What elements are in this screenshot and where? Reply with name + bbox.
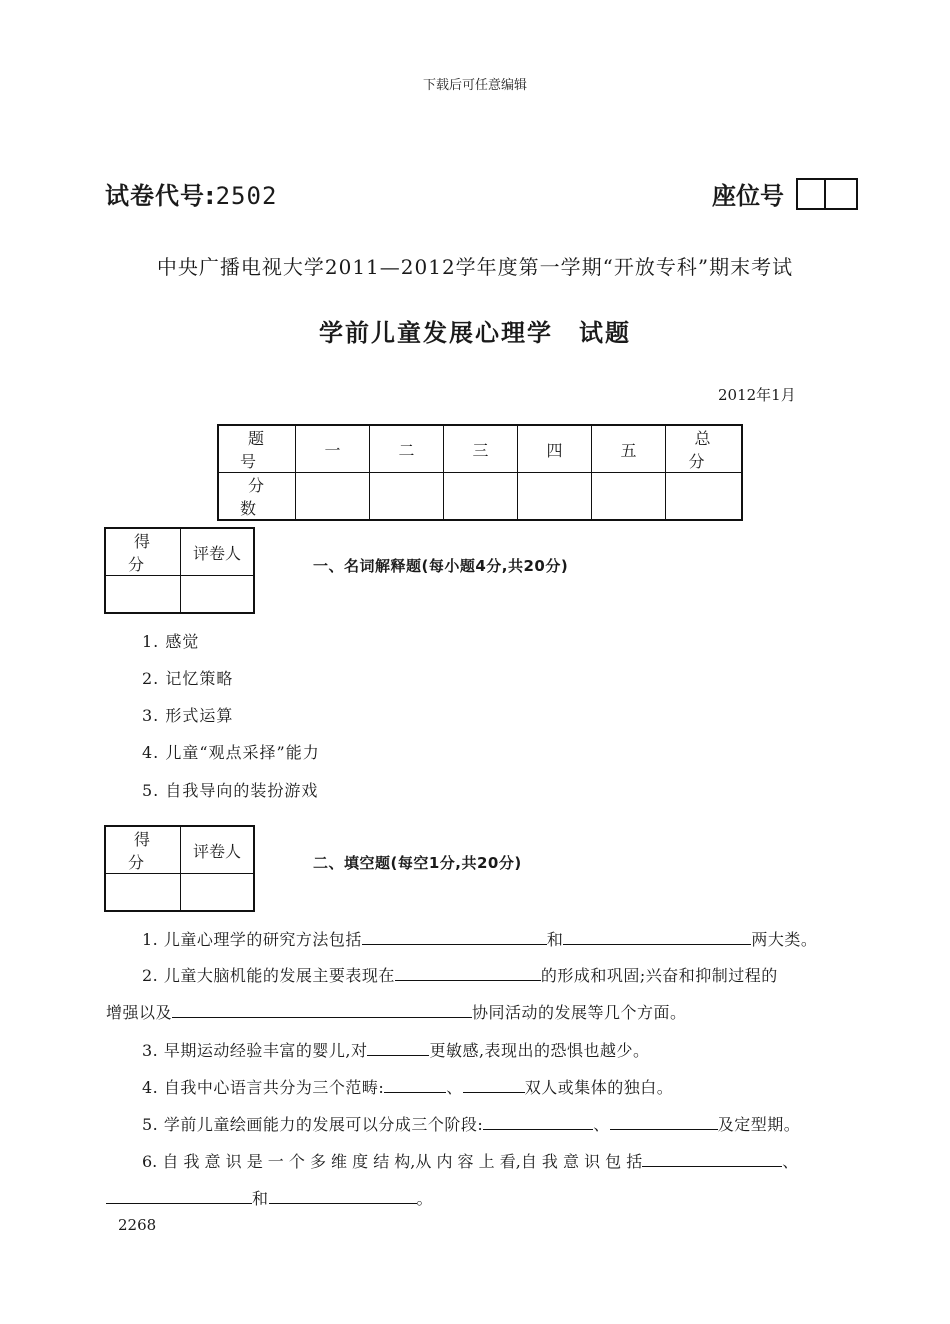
question-text: 和 <box>252 1189 269 1208</box>
page-number: 2268 <box>118 1216 157 1234</box>
question-6-continued <box>106 1186 433 1209</box>
question-text: 和 <box>546 930 564 949</box>
paper-code-value: 2502 <box>215 182 278 210</box>
question-number-header: 题 号 <box>218 425 296 473</box>
grader-score-cell[interactable] <box>105 874 181 912</box>
grader-name-cell[interactable] <box>181 576 255 614</box>
grader-box <box>104 527 255 614</box>
question-text: 协同活动的发展等几个方面。 <box>472 1003 687 1022</box>
section-heading: 一、名词解释题(每小题4分,共20分) <box>313 557 569 575</box>
question-text: 双人或集体的独白。 <box>524 1078 674 1097</box>
question-text: 4. 自我中心语言共分为三个范畴: <box>142 1078 385 1097</box>
question-text: 的形成和巩固;兴奋和抑制过程的 <box>540 966 778 985</box>
question-2 <box>142 963 778 986</box>
question-text: 两大类。 <box>751 930 818 949</box>
question-4 <box>142 1075 673 1098</box>
column-header: 一 <box>296 425 370 473</box>
seat-number-label: 座位号 <box>712 182 784 210</box>
question-text: 、 <box>593 1115 610 1134</box>
answer-blank[interactable] <box>106 1187 252 1204</box>
answer-blank[interactable] <box>384 1076 446 1093</box>
answer-blank[interactable] <box>563 928 751 945</box>
answer-blank[interactable] <box>362 928 547 945</box>
paper-code <box>105 176 277 211</box>
score-cell[interactable] <box>370 473 444 521</box>
column-header: 三 <box>444 425 518 473</box>
question-text: 及定型期。 <box>717 1115 801 1134</box>
answer-blank[interactable] <box>483 1113 593 1130</box>
question-text: 1. 儿童心理学的研究方法包括 <box>142 930 362 949</box>
score-row-header: 分 数 <box>218 473 296 521</box>
list-item: 2. 记忆策略 <box>142 669 234 688</box>
grader-score-cell[interactable] <box>105 576 181 614</box>
grader-score-label: 得 分 <box>105 528 181 576</box>
section-heading: 二、填空题(每空1分,共20分) <box>313 854 522 872</box>
answer-blank[interactable] <box>463 1076 525 1093</box>
list-item: 5. 自我导向的装扮游戏 <box>142 781 319 800</box>
question-1 <box>142 927 817 950</box>
question-3 <box>142 1038 650 1061</box>
score-summary-table <box>217 424 743 521</box>
question-text: 、 <box>446 1078 463 1097</box>
paper-title: 学前儿童发展心理学 试题 <box>319 319 631 347</box>
grader-score-label: 得 分 <box>105 826 181 874</box>
paper-code-label: 试卷代号: <box>105 182 216 210</box>
column-header: 四 <box>518 425 592 473</box>
exam-date: 2012年1月 <box>718 386 796 404</box>
list-item: 1. 感觉 <box>142 632 200 651</box>
grader-box <box>104 825 255 912</box>
question-text: 更敏感,表现出的恐惧也越少。 <box>429 1041 650 1060</box>
list-item: 3. 形式运算 <box>142 706 234 725</box>
answer-blank[interactable] <box>610 1113 718 1130</box>
question-text: 、 <box>782 1152 799 1171</box>
score-cell[interactable] <box>518 473 592 521</box>
column-header: 五 <box>592 425 666 473</box>
question-text: 5. 学前儿童绘画能力的发展可以分成三个阶段: <box>142 1115 484 1134</box>
question-text: 增强以及 <box>106 1003 173 1022</box>
grader-name-cell[interactable] <box>181 874 255 912</box>
score-cell[interactable] <box>444 473 518 521</box>
answer-blank[interactable] <box>269 1187 417 1204</box>
grader-name-label: 评卷人 <box>181 826 255 874</box>
question-text: 6. 自 我 意 识 是 一 个 多 维 度 结 构,从 内 容 上 看,自 我 意 识 包 括 <box>142 1152 643 1171</box>
watermark-text: 下载后可任意编辑 <box>422 78 527 93</box>
question-5 <box>142 1112 800 1135</box>
exam-title: 中央广播电视大学2011—2012学年度第一学期“开放专科”期末考试 <box>156 255 794 279</box>
answer-blank[interactable] <box>395 964 541 981</box>
question-text: 。 <box>416 1189 434 1208</box>
score-cell[interactable] <box>296 473 370 521</box>
column-header: 二 <box>370 425 444 473</box>
score-cell[interactable] <box>666 473 743 521</box>
answer-blank[interactable] <box>642 1150 782 1167</box>
list-item: 4. 儿童“观点采择”能力 <box>142 743 320 762</box>
question-text: 3. 早期运动经验丰富的婴儿,对 <box>142 1041 368 1060</box>
seat-number-box[interactable] <box>796 178 858 210</box>
question-text: 2. 儿童大脑机能的发展主要表现在 <box>142 966 395 985</box>
grader-name-label: 评卷人 <box>181 528 255 576</box>
answer-blank[interactable] <box>172 1001 472 1018</box>
question-2-continued <box>106 1000 687 1023</box>
question-6 <box>142 1149 798 1172</box>
score-cell[interactable] <box>592 473 666 521</box>
answer-blank[interactable] <box>367 1039 429 1056</box>
total-header: 总 分 <box>666 425 743 473</box>
